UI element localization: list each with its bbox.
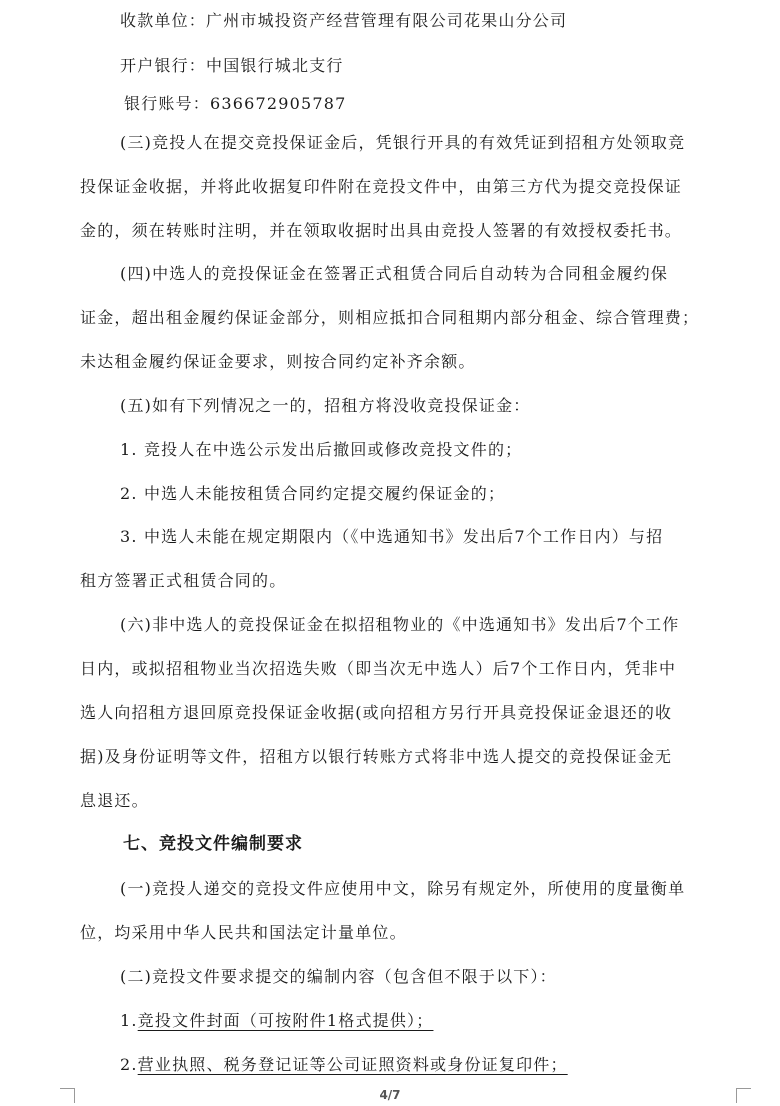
para6-line1: (六)非中选人的竞投保证金在拟招租物业的《中选通知书》发出后7个工作 (120, 615, 680, 634)
para6-line4: 据)及身份证明等文件，招租方以银行转账方式将非中选人提交的竞投保证金无 (80, 747, 673, 766)
para6-line5: 息退还。 (80, 791, 149, 810)
payee-bank: 开户银行：中国银行城北支行 (120, 56, 344, 75)
payee-account: 银行账号：636672905787 (124, 94, 347, 113)
page-corner-marker-left (60, 1088, 75, 1103)
section7-item1-number: 1. (120, 1011, 138, 1030)
section-7-heading: 七、竞投文件编制要求 (123, 834, 303, 854)
section7-item1-text: 竞投文件封面（可按附件1格式提供）； (137, 1011, 434, 1030)
para4-line3: 未达租金履约保证金要求，则按合同约定补齐余额。 (80, 352, 476, 371)
para6-line3: 选人向招租方退回原竞投保证金收据(或向招租方另行开具竞投保证金退还的收 (80, 703, 673, 722)
payee-unit: 收款单位：广州市城投资产经营管理有限公司花果山分公司 (120, 11, 568, 30)
section7-item2-text: 营业执照、税务登记证等公司证照资料或身份证复印件； (137, 1055, 568, 1074)
section7-p2: (二)竞投文件要求提交的编制内容（包含但不限于以下）： (120, 967, 557, 986)
section7-item2-number: 2. (120, 1055, 138, 1074)
para3-line2: 投保证金收据，并将此收据复印件附在竞投文件中，由第三方代为提交竞投保证 (80, 177, 683, 196)
para3-line1: (三)竞投人在提交竞投保证金后，凭银行开具的有效凭证到招租方处领取竞 (120, 133, 686, 152)
para4-line1: (四)中选人的竞投保证金在签署正式租赁合同后自动转为合同租金履约保 (120, 264, 669, 283)
para6-line2: 日内，或拟招租物业当次招选失败（即当次无中选人）后7个工作日内，凭非中 (80, 659, 677, 678)
section7-item1 (120, 1009, 433, 1033)
section7-item2 (120, 1053, 568, 1077)
section7-p1-line1: (一)竞投人递交的竞投文件应使用中文，除另有规定外，所使用的度量衡单 (120, 879, 686, 898)
para5-item3-line2: 租方签署正式租赁合同的。 (80, 571, 287, 590)
page-number: 4/7 (379, 1088, 401, 1102)
para3-line3: 金的，须在转账时注明，并在领取收据时出具由竞投人签署的有效授权委托书。 (80, 221, 683, 240)
para5-item2: 2. 中选人未能按租赁合同约定提交履约保证金的； (120, 484, 506, 503)
para5-item1: 1. 竞投人在中选公示发出后撤回或修改竞投文件的； (120, 440, 523, 459)
para4-line2: 证金，超出租金履约保证金部分，则相应抵扣合同租期内部分租金、综合管理费； (80, 308, 700, 327)
para5-intro: (五)如有下列情况之一的，招租方将没收竞投保证金： (120, 396, 531, 415)
para5-item3-line1: 3. 中选人未能在规定期限内（《中选通知书》发出后7个工作日内）与招 (120, 527, 664, 546)
page-corner-marker-right (736, 1088, 751, 1103)
section7-p1-line2: 位，均采用中华人民共和国法定计量单位。 (80, 923, 407, 942)
